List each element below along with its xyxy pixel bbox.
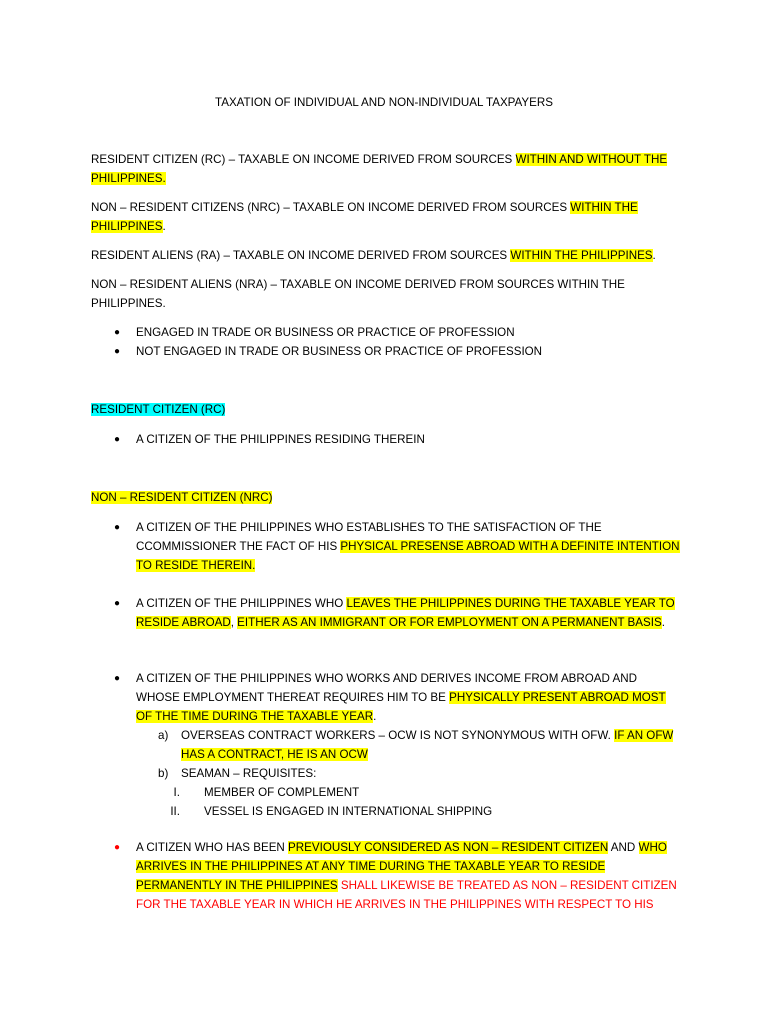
bullet-dot-icon: ● (114, 522, 121, 533)
highlight-text: PHYSICAL PRESENSE ABROAD WITH A DEFINITE INTENTION TO RESIDE THEREIN. (136, 540, 680, 572)
list-marker: I. (173, 786, 180, 799)
section-heading-nrc: NON – RESIDENT CITIZEN (NRC) (91, 491, 273, 504)
section-heading-rc: RESIDENT CITIZEN (RC) (91, 403, 226, 416)
bullet-dot-icon: ● (114, 598, 121, 609)
paragraph-resident-aliens: RESIDENT ALIENS (RA) – TAXABLE ON INCOME DERIVED FROM SOURCES WITHIN THE PHILIPPINES. (91, 249, 656, 262)
highlight-text: PREVIOUSLY CONSIDERED AS NON – RESIDENT CITIZEN (288, 841, 609, 854)
bullet-dot-icon: ● (114, 346, 121, 357)
sub-list-item: VESSEL IS ENGAGED IN INTERNATIONAL SHIPPING (204, 805, 493, 818)
highlight-text: LEAVES THE PHILIPPINES DURING THE TAXABLE YEAR TO RESIDE ABROAD (136, 597, 675, 629)
list-item: A CITIZEN OF THE PHILIPPINES RESIDING THEREIN (136, 433, 425, 446)
highlight-text: WHO ARRIVES IN THE PHILIPPINES AT ANY TIME DURING THE TAXABLE YEAR TO RESIDE PERMANENTLY IN THE PHILIPPINES (136, 841, 667, 892)
highlight-text: IF AN OFW HAS A CONTRACT, HE IS AN OCW (181, 729, 674, 761)
list-item: A CITIZEN OF THE PHILIPPINES WHO WORKS AND DERIVES INCOME FROM ABROAD AND WHOSE EMPLOYMENT THEREAT REQUIRES HIM TO BE PHYSICALLY PRESENT ABROAD MOST OF THE TIME DURING THE TAXABLE YEAR. (136, 672, 666, 723)
list-item: A CITIZEN WHO HAS BEEN PREVIOUSLY CONSIDERED AS NON – RESIDENT CITIZEN AND WHO ARRIVES IN THE PHILIPPINES AT ANY TIME DURING THE TAXABLE YEAR TO RESIDE PERMANENTLY IN THE PHILIPPINES SHALL LIKEWISE BE TREATED AS NON – RESIDENT CITIZEN FOR THE TAXABLE YEAR IN WHICH HE ARRIVES IN THE PHILIPPINES WITH RESPECT TO HIS (136, 841, 677, 911)
highlight-text: EITHER AS AN IMMIGRANT OR FOR EMPLOYMENT ON A PERMANENT BASIS (237, 616, 662, 629)
bullet-dot-icon: ● (114, 327, 121, 338)
paragraph-resident-citizen: RESIDENT CITIZEN (RC) – TAXABLE ON INCOME DERIVED FROM SOURCES WITHIN AND WITHOUT THE PHILIPPINES. (91, 153, 668, 185)
list-item: A CITIZEN OF THE PHILIPPINES WHO ESTABLISHES TO THE SATISFACTION OF THE CCOMMISSIONER THE FACT OF HIS PHYSICAL PRESENSE ABROAD WITH A DEFINITE INTENTION TO RESIDE THEREIN. (136, 521, 680, 572)
bullet-dot-icon: ● (114, 842, 121, 853)
highlight-text: WITHIN THE PHILIPPINES (91, 201, 638, 233)
sub-list-item: OVERSEAS CONTRACT WORKERS – OCW IS NOT SYNONYMOUS WITH OFW. IF AN OFW HAS A CONTRACT, HE IS AN OCW (181, 729, 674, 761)
bullet-dot-icon: ● (114, 434, 121, 445)
list-marker: b) (158, 767, 169, 780)
list-marker: II. (170, 805, 180, 818)
highlight-text: PHYSICALLY PRESENT ABROAD MOST OF THE TIME DURING THE TAXABLE YEAR (136, 691, 666, 723)
list-item: A CITIZEN OF THE PHILIPPINES WHO LEAVES THE PHILIPPINES DURING THE TAXABLE YEAR TO RESIDE ABROAD, EITHER AS AN IMMIGRANT OR FOR EMPLOYMENT ON A PERMANENT BASIS. (136, 597, 675, 629)
sub-list-item: MEMBER OF COMPLEMENT (204, 786, 360, 799)
paragraph-non-resident-citizens: NON – RESIDENT CITIZENS (NRC) – TAXABLE ON INCOME DERIVED FROM SOURCES WITHIN THE PHILIPPINES. (91, 201, 638, 233)
emphasis-red-text: SHALL LIKEWISE BE TREATED AS NON – RESIDENT CITIZEN FOR THE TAXABLE YEAR IN WHICH HE ARRIVES IN THE PHILIPPINES WITH RESPECT TO HIS (136, 879, 677, 911)
list-marker: a) (158, 729, 169, 742)
paragraph-non-resident-aliens: NON – RESIDENT ALIENS (NRA) – TAXABLE ON INCOME DERIVED FROM SOURCES WITHIN THE PHILIPPINES. (91, 278, 625, 310)
list-item: ENGAGED IN TRADE OR BUSINESS OR PRACTICE OF PROFESSION (136, 326, 515, 339)
highlight-text: WITHIN THE PHILIPPINES (510, 249, 653, 262)
bullet-dot-icon: ● (114, 673, 121, 684)
document-title: TAXATION OF INDIVIDUAL AND NON-INDIVIDUAL TAXPAYERS (215, 96, 553, 109)
sub-list-item: SEAMAN – REQUISITES: (181, 767, 317, 780)
highlight-text: WITHIN AND WITHOUT THE PHILIPPINES. (91, 153, 668, 185)
list-item: NOT ENGAGED IN TRADE OR BUSINESS OR PRACTICE OF PROFESSION (136, 345, 543, 358)
